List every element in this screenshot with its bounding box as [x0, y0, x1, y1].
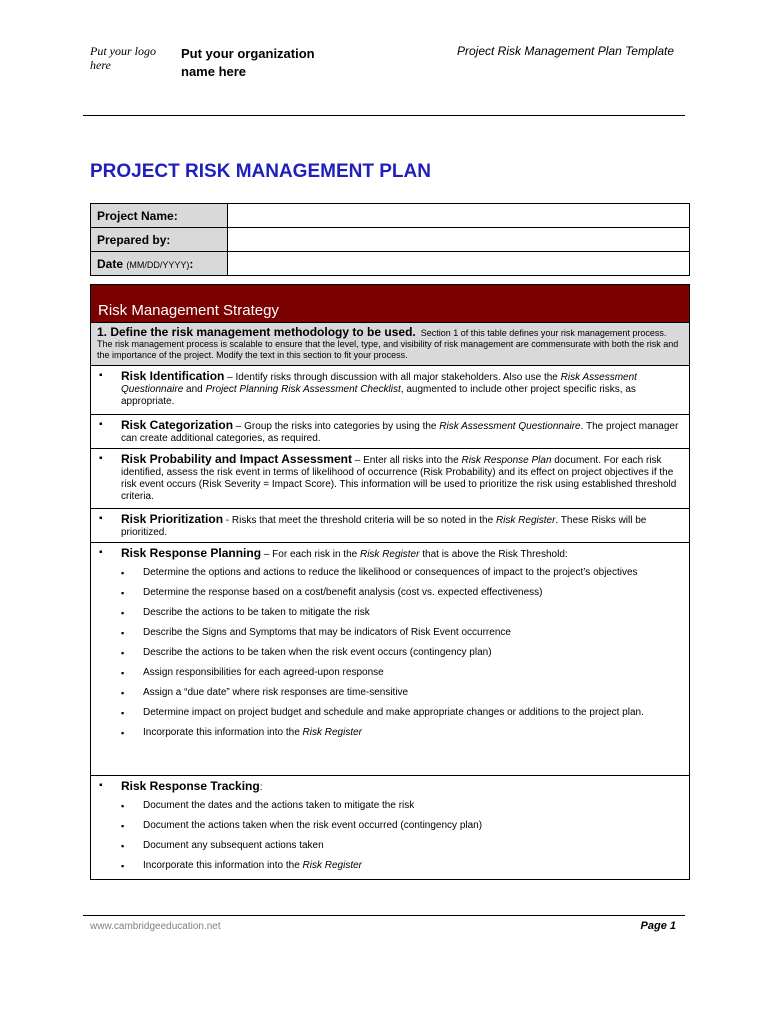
risk-probability-row [91, 449, 689, 509]
prepared-by-field[interactable] [228, 228, 690, 252]
sub-bullet-icon: ▪ [121, 708, 125, 718]
risk-categorization-row [91, 415, 689, 449]
list-item [121, 820, 683, 832]
risk-probability-ref: Risk Response Plan [461, 455, 552, 466]
project-name-label: Project Name: [91, 204, 228, 228]
list-item [121, 647, 683, 659]
list-item-text: Describe the actions to be taken to mitigate the risk [143, 607, 370, 618]
sub-bullet-icon: ▪ [121, 841, 125, 851]
prepared-by-row [91, 228, 690, 252]
bullet-icon: ▪ [99, 453, 103, 464]
date-label [91, 252, 228, 276]
project-info-table [90, 203, 690, 276]
list-item-text: Determine the response based on a cost/benefit analysis (cost vs. expected effectiveness) [143, 587, 543, 598]
sub-bullet-icon: ▪ [121, 608, 125, 618]
list-item-text: Document any subsequent actions taken [143, 840, 324, 851]
risk-prioritization-text-2: . These Risks will be prioritized. [121, 515, 647, 538]
risk-categorization-title: Risk Categorization [121, 418, 234, 432]
bullet-icon: ▪ [99, 370, 103, 381]
list-item-text: Document the actions taken when the risk event occurred (contingency plan) [143, 820, 483, 831]
risk-identification-text-1: – Identify risks through discussion with all major stakeholders. Also use the [224, 372, 561, 383]
risk-probability-text-1: – Enter all risks into the [351, 455, 462, 466]
risk-strategy-table [90, 284, 690, 880]
risk-response-planning-title: Risk Response Planning [121, 546, 262, 560]
date-row [91, 252, 690, 276]
bullet-icon: ▪ [99, 547, 103, 558]
list-item [121, 800, 683, 812]
prepared-by-label: Prepared by: [91, 228, 228, 252]
footer-divider [83, 915, 685, 916]
list-item [121, 687, 683, 699]
list-item-text: Assign a “due date” where risk responses are time-sensitive [143, 687, 409, 698]
response-planning-list [121, 567, 683, 739]
sub-bullet-icon: ▪ [121, 688, 125, 698]
list-item [121, 667, 683, 679]
sub-bullet-icon: ▪ [121, 588, 125, 598]
list-item [121, 707, 683, 719]
risk-categorization-text-2: . The project manager can create additional categories, as required. [121, 421, 679, 444]
list-item [121, 727, 683, 739]
list-item-text: Incorporate this information into the [143, 727, 303, 738]
risk-identification-ref-1: Risk Assessment Questionnaire [121, 372, 637, 395]
footer-website: www.cambridgeeducation.net [90, 921, 221, 932]
risk-response-planning-ref: Risk Register [359, 549, 420, 560]
list-item [121, 567, 683, 579]
methodology-title: 1. Define the risk management methodology to be used. [97, 325, 416, 339]
list-item-text: Describe the actions to be taken when the risk event occurs (contingency plan) [143, 647, 492, 658]
risk-response-planning-text-2: that is above the Risk Threshold: [419, 549, 568, 560]
list-item-text: Determine impact on project budget and schedule and make appropriate changes or additions to the project plan. [143, 707, 644, 718]
logo-placeholder: Put your logo here [90, 44, 156, 72]
risk-identification-ref-2: Project Planning Risk Assessment Checklist [205, 384, 401, 395]
template-title: Project Risk Management Plan Template [457, 44, 674, 58]
risk-prioritization-title: Risk Prioritization [121, 512, 224, 526]
bullet-icon: ▪ [99, 513, 103, 524]
sub-bullet-icon: ▪ [121, 628, 125, 638]
risk-response-tracking-title: Risk Response Tracking [121, 779, 260, 793]
organization-name: Put your organization name here [181, 46, 315, 79]
date-label-colon: : [189, 256, 194, 271]
list-item-text: Assign responsibilities for each agreed-upon response [143, 667, 384, 678]
bullet-icon: ▪ [99, 780, 103, 791]
bullet-icon: ▪ [99, 419, 103, 430]
document-title: PROJECT RISK MANAGEMENT PLAN [90, 161, 431, 182]
risk-prioritization-text-1: - Risks that meet the threshold criteria will be so noted in the [223, 515, 496, 526]
risk-identification-title: Risk Identification [121, 369, 225, 383]
sub-bullet-icon: ▪ [121, 801, 125, 811]
risk-response-planning-text-1: – For each risk in the [261, 549, 360, 560]
header-divider [83, 115, 685, 116]
risk-prioritization-row [91, 509, 689, 543]
response-tracking-list [121, 800, 683, 872]
date-label-text: Date [97, 256, 124, 271]
date-format-hint: (MM/DD/YYYY) [126, 259, 190, 270]
project-name-field[interactable] [228, 204, 690, 228]
project-name-row [91, 204, 690, 228]
list-item [121, 860, 683, 872]
list-item [121, 587, 683, 599]
risk-probability-title: Risk Probability and Impact Assessment [121, 452, 352, 466]
list-item [121, 627, 683, 639]
sub-bullet-icon: ▪ [121, 861, 125, 871]
methodology-definition [91, 323, 689, 366]
risk-prioritization-ref: Risk Register [495, 515, 556, 526]
risk-response-tracking-colon: : [259, 782, 263, 793]
sub-bullet-icon: ▪ [121, 728, 125, 738]
risk-categorization-ref: Risk Assessment Questionnaire [439, 421, 581, 432]
risk-probability-text-2: document. For each risk identified, assess the risk event in terms of likelihood of occurrence (Risk Probability) and its effect on project objectives if the risk event occurs (Risk Severity = Impact Score). This information will be used to prioritize the risk using established threshold criteria. [121, 455, 677, 502]
risk-register-ref: Risk Register [302, 727, 362, 738]
strategy-heading: Risk Management Strategy [91, 285, 689, 323]
sub-bullet-icon: ▪ [121, 668, 125, 678]
date-field[interactable] [228, 252, 690, 276]
page-number: Page 1 [640, 920, 676, 932]
risk-identification-text-2: and [183, 384, 206, 395]
sub-bullet-icon: ▪ [121, 648, 125, 658]
methodology-text: Section 1 of this table defines your risk management process. The risk management process is scalable to ensure that the level, type, and visibility of risk management are commensurate with both the risk and the importance of the project. Modify the text in this section to fit your process. [97, 328, 679, 360]
sub-bullet-icon: ▪ [121, 821, 125, 831]
list-item [121, 607, 683, 619]
risk-identification-row [91, 366, 689, 415]
risk-response-tracking-row [91, 776, 689, 879]
list-item-text: Determine the options and actions to reduce the likelihood or consequences of impact to the project’s objectives [143, 567, 638, 578]
list-item [121, 840, 683, 852]
list-item-text: Incorporate this information into the [143, 860, 303, 871]
risk-register-ref: Risk Register [302, 860, 362, 871]
risk-response-planning-row [91, 543, 689, 776]
risk-categorization-text-1: – Group the risks into categories by using the [233, 421, 440, 432]
risk-identification-text-3: , augmented to include other project specific risks, as appropriate. [121, 384, 636, 407]
list-item-text: Document the dates and the actions taken to mitigate the risk [143, 800, 415, 811]
list-item-text: Describe the Signs and Symptoms that may be indicators of Risk Event occurrence [143, 627, 511, 638]
sub-bullet-icon: ▪ [121, 568, 125, 578]
